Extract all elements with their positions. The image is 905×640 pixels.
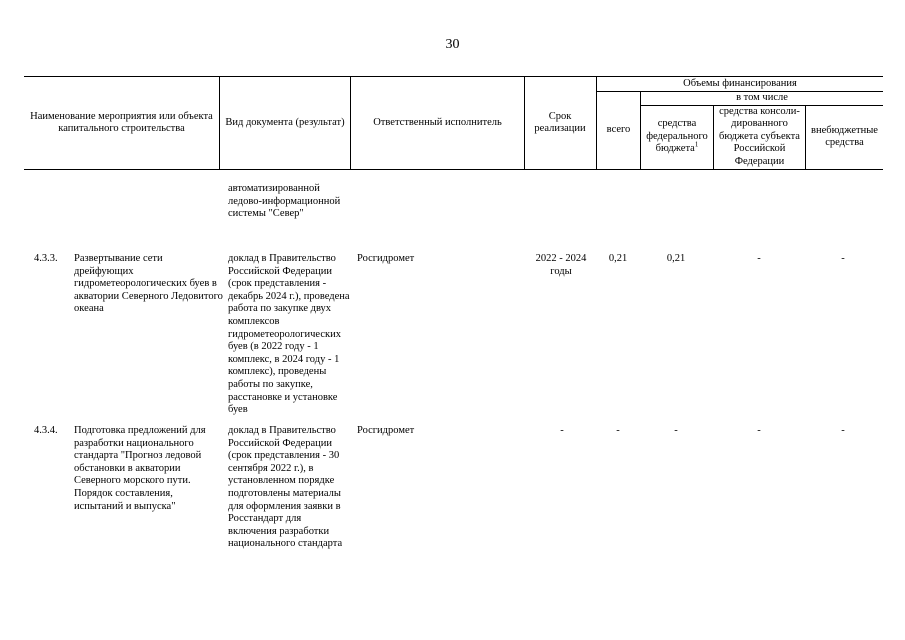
row-total: -: [616, 425, 620, 436]
header-doc-type: Вид документа (результат): [225, 116, 345, 128]
header-total: всего: [606, 123, 631, 135]
row-federal: 0,21: [666, 253, 686, 264]
footnote-mark: 1: [694, 140, 699, 149]
header-divider: [524, 77, 525, 169]
table-header: [24, 76, 883, 170]
header-funding: Объемы финансирования: [683, 77, 797, 89]
header-federal: [641, 105, 713, 169]
row-period: 2022 - 2024 годы: [535, 253, 587, 277]
row-period: -: [560, 425, 564, 436]
row-number: 4.3.4.: [34, 425, 58, 436]
row-consolidated: -: [757, 253, 761, 264]
row-document: доклад в Правительство Российской Федерации (срок представления - 30 сентября 2022 г.), в установленном порядке подготовлены материалы для оформления заявки в Росстандарт для включения разработки национального стандарта: [228, 425, 343, 550]
row-name: Подготовка предложений для разработки национального стандарта "Прогноз ледовой обстановки в акватории Северного морского пути. Порядок составления, испытаний и выпуска": [74, 425, 206, 512]
row-offbudget: -: [841, 253, 845, 264]
row-executor: Росгидромет: [357, 253, 415, 264]
row-total: 0,21: [608, 253, 628, 264]
header-federal-label: средства федерального бюджета: [646, 118, 708, 155]
continuation-text: автоматизированной ледово-информационной системы "Север": [228, 183, 341, 220]
row-consolidated: -: [757, 425, 761, 436]
row-executor: Росгидромет: [357, 425, 415, 436]
row-document: доклад в Правительство Российской Федерации (срок представления - декабрь 2024 г.), проведена работа по закупке двух комплексов гидрометеорологических буев (в 2022 году - 1 комплекс, в 2024 году - 1 комплекс), проведены работы по закупке, расстановке и установке буев: [228, 253, 350, 416]
header-offbudget: внебюджетные средства: [811, 124, 878, 148]
row-number: 4.3.3.: [34, 253, 58, 264]
header-name: Наименование мероприятия или объекта капитального строительства: [30, 110, 213, 134]
row-name: Развертывание сети дрейфующих гидрометеорологических буев в акватории Северного Ледовитого океана: [74, 253, 223, 315]
header-period: Срок реализации: [534, 110, 586, 134]
page-number: 30: [445, 37, 460, 52]
header-including: в том числе: [736, 91, 788, 103]
header-executor: Ответственный исполнитель: [373, 116, 502, 128]
header-consolidated: средства консоли-дированного бюджета субъекта Российской Федерации: [719, 105, 800, 167]
row-offbudget: -: [841, 425, 845, 436]
row-federal: -: [674, 425, 678, 436]
